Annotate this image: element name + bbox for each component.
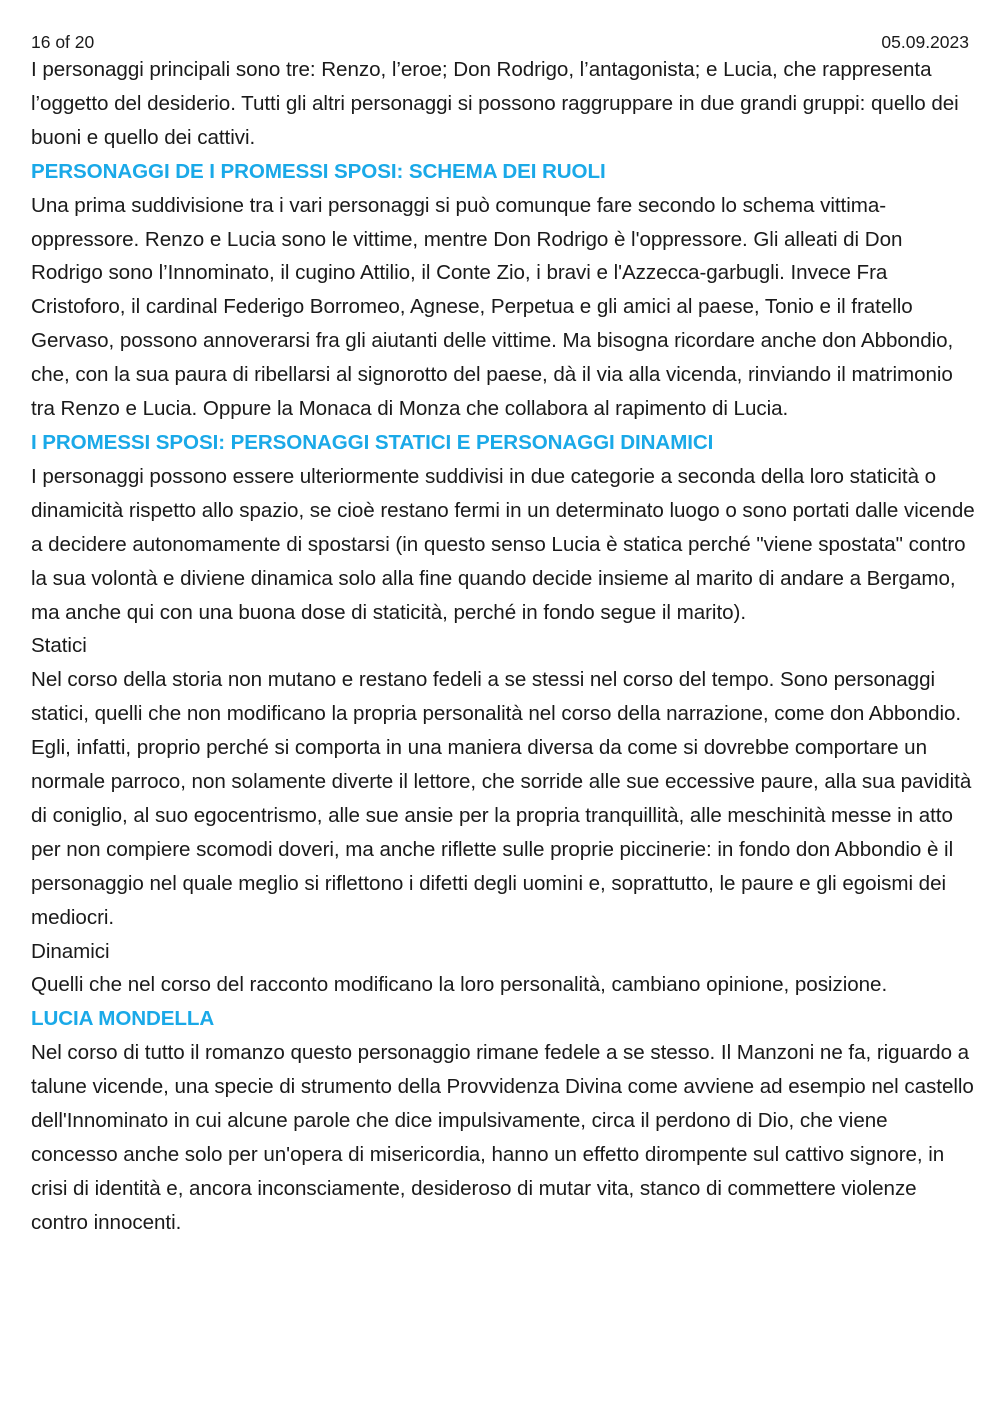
page-number: 16 of 20 <box>31 32 95 52</box>
static-paragraph: Nel corso della storia non mutano e restano fedeli a se stessi nel corso del tempo. Sono personaggi statici, quelli che non modificano la propria personalità nel corso della narrazione, come don Abbondio. Egli, infatti, proprio perché si comporta in una maniera diversa da come si dovrebbe comportare un normale parroco, non solamente diverte il lettore, che sorride alle sue eccessive paure, alla sua pavidità di coniglio, al suo egocentrismo, alle sue ansie per la propria tranquillità, alle meschinità messe in atto per non compiere scomodi doveri, ma anche riflette sulle proprie piccinerie: in fondo don Abbondio è il personaggio nel quale meglio si riflettono i difetti degli uomini e, soprattutto, le paure e gli egoismi dei mediocri. <box>31 668 972 929</box>
lucia-paragraph: Nel corso di tutto il romanzo questo personaggio rimane fedele a se stesso. Il Manzoni ne fa, riguardo a talune vicende, una specie di strumento della Provvidenza Divina come avviene ad esempio nel castello dell'Innominato in cui alcune parole che dice impulsivamente, circa il perdono di Dio, che viene concesso anche solo per un'opera di misericordia, hanno un effetto dirompente sul cattivo signore, in crisi di identità e, ancora inconsciamente, desideroso di mutar vita, stanco di commettere violenze contro innocenti. <box>31 1041 974 1234</box>
section-heading-static-dynamic: I PROMESSI SPOSI: PERSONAGGI STATICI E PERSONAGGI DINAMICI <box>31 430 714 454</box>
subheading-static: Statici <box>31 634 87 658</box>
subheading-dynamic: Dinamici <box>31 939 110 963</box>
section-heading-roles: PERSONAGGI DE I PROMESSI SPOSI: SCHEMA DEI RUOLI <box>31 159 606 183</box>
section-heading-lucia: LUCIA MONDELLA <box>31 1007 215 1031</box>
intro-paragraph: I personaggi principali sono tre: Renzo, l’eroe; Don Rodrigo, l’antagonista; e Lucia, che rappresenta l’oggetto del desiderio. Tutti gli altri personaggi si possono raggruppare in due grandi gruppi: quello dei buoni e quello dei cattivi. <box>31 58 959 149</box>
static-dynamic-paragraph: I personaggi possono essere ulteriormente suddivisi in due categorie a seconda della loro staticità o dinamicità rispetto allo spazio, se cioè restano fermi in un determinato luogo o sono portati dalle vicende a decidere autonomamente di spostarsi (in questo senso Lucia è statica perché "viene spostata" contro la sua volontà e diviene dinamica solo alla fine quando decide insieme al marito di andare a Bergamo, ma anche qui con una buona dose di staticità, perché in fondo segue il marito). <box>31 464 975 624</box>
page-header <box>31 31 969 53</box>
dynamic-paragraph: Quelli che nel corso del racconto modificano la loro personalità, cambiano opinione, posizione. <box>31 973 888 997</box>
document-body <box>31 53 976 1240</box>
roles-paragraph: Una prima suddivisione tra i vari personaggi si può comunque fare secondo lo schema vittima-oppressore. Renzo e Lucia sono le vittime, mentre Don Rodrigo è l'oppressore. Gli alleati di Don Rodrigo sono l’Innominato, il cugino Attilio, il Conte Zio, i bravi e l'Azzecca-garbugli. Invece Fra Cristoforo, il cardinal Federigo Borromeo, Agnese, Perpetua e gli amici al paese, Tonio e il fratello Gervaso, possono annoverarsi fra gli aiutanti delle vittime. Ma bisogna ricordare anche don Abbondio, che, con la sua paura di ribellarsi al signorotto del paese, dà il via alla vicenda, rinviando il matrimonio tra Renzo e Lucia. Oppure la Monaca di Monza che collabora al rapimento di Lucia. <box>31 193 954 421</box>
document-date: 05.09.2023 <box>881 32 969 52</box>
